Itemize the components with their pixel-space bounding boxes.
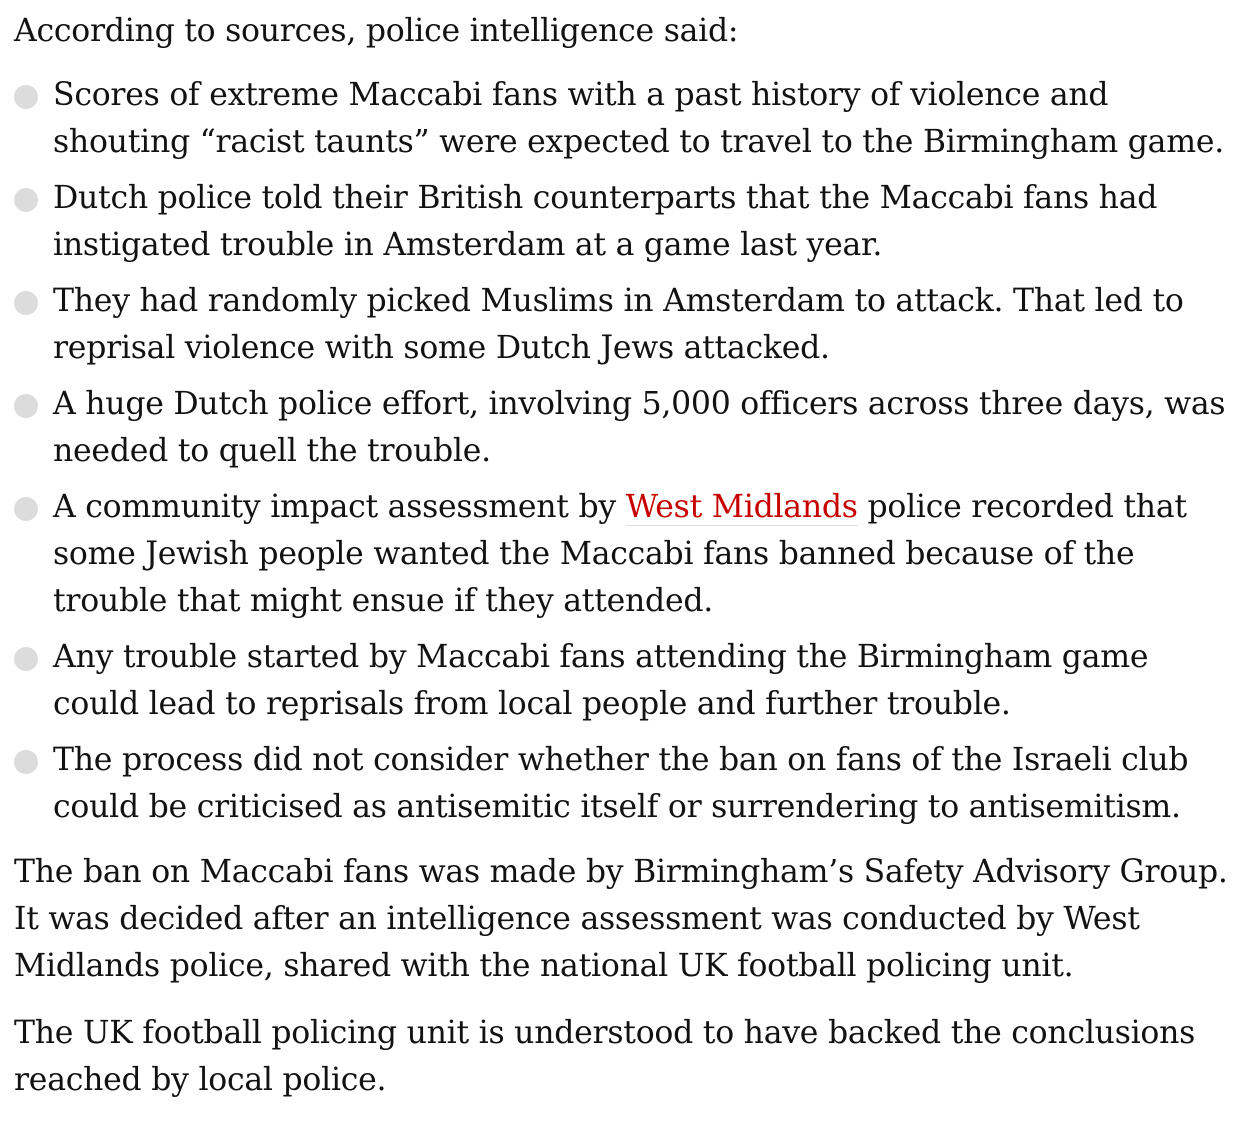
- west-midlands-link[interactable]: West Midlands: [625, 489, 858, 525]
- list-item-text-before-link: A community impact assessment by: [53, 489, 626, 525]
- list-item: [14, 737, 1238, 831]
- bullet-dot-icon: [14, 85, 38, 109]
- list-item: [14, 278, 1238, 372]
- list-item-text: They had randomly picked Muslims in Amsterdam to attack. That led to reprisal violence with some Dutch Jews attacked.: [53, 283, 1184, 366]
- list-item-text: Scores of extreme Maccabi fans with a past history of violence and shouting “racist taunts” were expected to travel to the Birmingham game.: [53, 77, 1224, 160]
- list-item: [14, 175, 1238, 269]
- list-item: [14, 484, 1238, 625]
- bullet-dot-icon: [14, 497, 38, 521]
- list-item: [14, 72, 1238, 166]
- bullet-dot-icon: [14, 750, 38, 774]
- list-item-text: A huge Dutch police effort, involving 5,000 officers across three days, was needed to quell the trouble.: [53, 386, 1226, 469]
- list-item: [14, 381, 1238, 475]
- bullet-dot-icon: [14, 188, 38, 212]
- bullet-dot-icon: [14, 394, 38, 418]
- bullet-dot-icon: [14, 291, 38, 315]
- list-item-text: Any trouble started by Maccabi fans attending the Birmingham game could lead to reprisals from local people and further trouble.: [53, 639, 1149, 722]
- bullet-list: [14, 72, 1238, 831]
- list-item: [14, 634, 1238, 728]
- list-item-text: Dutch police told their British counterparts that the Maccabi fans had instigated trouble in Amsterdam at a game last year.: [53, 180, 1158, 263]
- list-item-text: The process did not consider whether the ban on fans of the Israeli club could be criticised as antisemitic itself or surrendering to antisemitism.: [53, 742, 1189, 825]
- body-paragraph: The ban on Maccabi fans was made by Birmingham’s Safety Advisory Group. It was decided after an intelligence assessment was conducted by West Midlands police, shared with the national UK football policing unit.: [14, 854, 1228, 984]
- list-item-text-after-link: police recorded that some Jewish people wanted the Maccabi fans banned because of the trouble that might ensue if they attended.: [53, 489, 1187, 619]
- intro-paragraph: According to sources, police intelligence said:: [14, 13, 739, 49]
- bullet-dot-icon: [14, 647, 38, 671]
- body-paragraph: The UK football policing unit is understood to have backed the conclusions reached by local police.: [14, 1015, 1196, 1098]
